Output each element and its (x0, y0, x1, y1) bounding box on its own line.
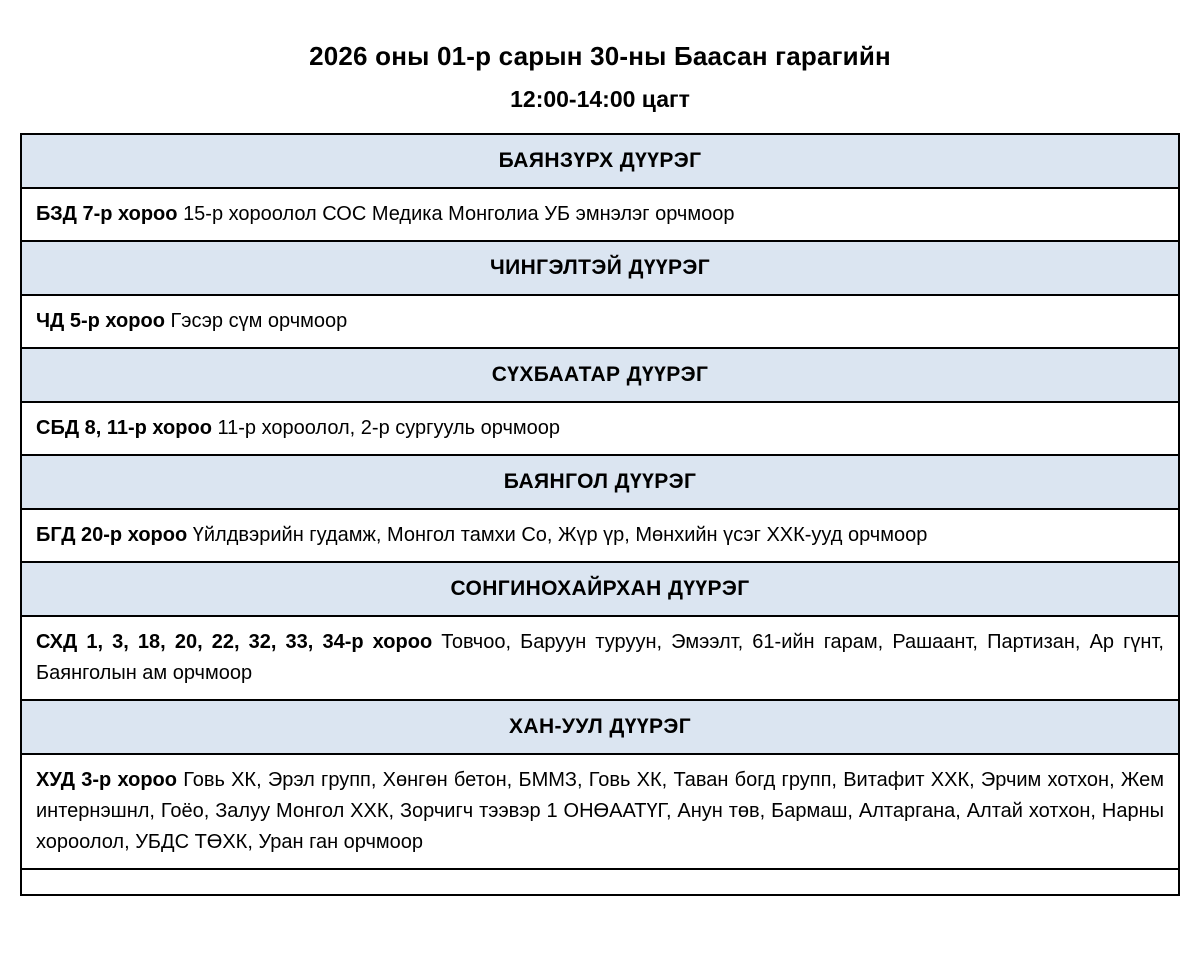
khoroo-label: ЧД 5-р хороо (36, 310, 165, 333)
table-row (21, 241, 1179, 295)
location-detail: Говь ХК, Эрэл групп, Хөнгөн бетон, БММЗ, Говь ХК, Таван богд групп, Витафит ХХК, Эрчим хотхон, Жем интернэшнл, Гоёо, Залуу Монгол ХХК, Зорчигч тээвэр 1 ОНӨААТҮГ, Анун төв, Бармаш, Алтаргана, Алтай хотхон, Нарны хороолол, УБДС ТӨХК, Уран ган орчмоор (36, 769, 1164, 854)
table-row (21, 509, 1179, 562)
district-header: СОНГИНОХАЙРХАН ДҮҮРЭГ (21, 562, 1179, 616)
page-title: 2026 оны 01-р сарын 30-ны Баасан гарагийн (309, 41, 891, 71)
location-detail: Гэсэр сүм орчмоор (170, 310, 348, 333)
spacer-cell (21, 869, 1179, 895)
district-header: ЧИНГЭЛТЭЙ ДҮҮРЭГ (21, 241, 1179, 295)
document-title-block (20, 0, 1180, 113)
khoroo-label: БГД 20-р хороо (36, 524, 188, 547)
district-entry (21, 188, 1179, 241)
district-header: СҮХБААТАР ДҮҮРЭГ (21, 348, 1179, 402)
district-header: БАЯНЗҮРХ ДҮҮРЭГ (21, 134, 1179, 188)
table-row (21, 754, 1179, 869)
outage-schedule-table (20, 133, 1180, 896)
table-row (21, 700, 1179, 754)
table-footer-spacer (21, 869, 1179, 895)
khoroo-label: БЗД 7-р хороо (36, 203, 178, 226)
location-detail: 15-р хороолол СОС Медика Монголиа УБ эмнэлэг орчмоор (183, 203, 735, 226)
location-detail: Үйлдвэрийн гудамж, Монгол тамхи Со, Жүр үр, Мөнхийн үсэг ХХК-ууд орчмоор (192, 524, 928, 547)
district-entry (21, 402, 1179, 455)
location-detail: Товчоо, Баруун туруун, Эмээлт, 61-ийн гарам, Рашаант, Партизан, Ар гүнт, Баянголын ам орчмоор (36, 631, 1164, 685)
location-detail: 11-р хороолол, 2-р сургууль орчмоор (217, 417, 560, 440)
district-entry (21, 616, 1179, 700)
khoroo-label: ХУД 3-р хороо (36, 769, 177, 792)
district-entry (21, 509, 1179, 562)
table-row (21, 616, 1179, 700)
table-row (21, 188, 1179, 241)
district-entry (21, 295, 1179, 348)
district-entry (21, 754, 1179, 869)
khoroo-label: СБД 8, 11-р хороо (36, 417, 212, 440)
page-subtitle: 12:00-14:00 цагт (510, 85, 690, 112)
table-row (21, 295, 1179, 348)
district-header: ХАН-УУЛ ДҮҮРЭГ (21, 700, 1179, 754)
khoroo-label: СХД 1, 3, 18, 20, 22, 32, 33, 34-р хороо (36, 631, 433, 654)
table-row (21, 562, 1179, 616)
district-header: БАЯНГОЛ ДҮҮРЭГ (21, 455, 1179, 509)
table-row (21, 402, 1179, 455)
table-row (21, 134, 1179, 188)
table-row (21, 455, 1179, 509)
table-row (21, 348, 1179, 402)
